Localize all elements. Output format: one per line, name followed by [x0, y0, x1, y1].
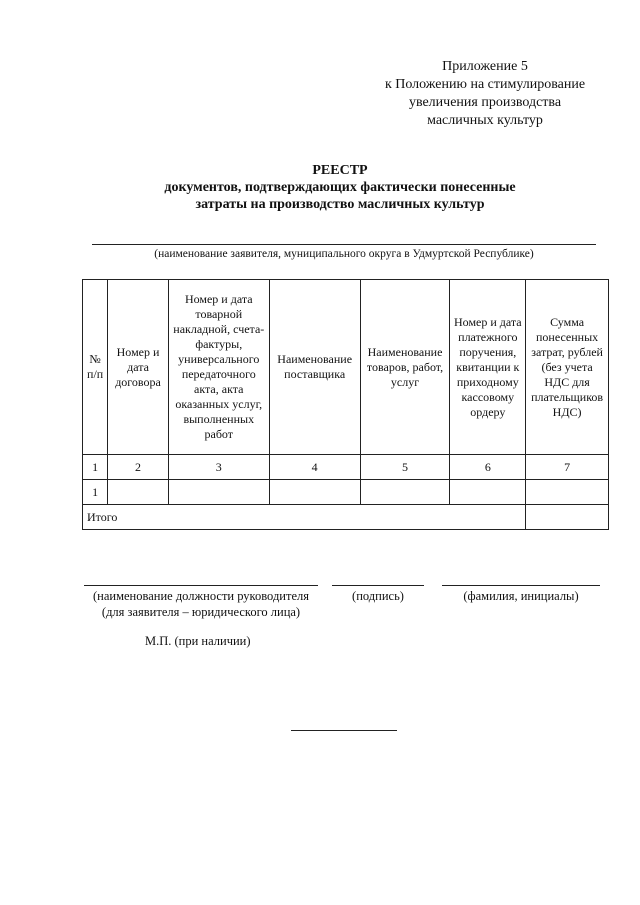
title-line-1: РЕЕСТР — [312, 163, 368, 178]
header-col-5: Наименование товаров, работ, услуг — [360, 280, 450, 455]
column-number-row — [83, 455, 609, 480]
total-label: Итого — [83, 505, 526, 530]
signature-blank-line — [332, 585, 424, 586]
header-col-6: Номер и дата платежного поручения, квитанции к приходному кассовому ордеру — [450, 280, 526, 455]
header-col-4: Наименование поставщика — [269, 280, 360, 455]
table-cell — [360, 480, 450, 505]
total-row — [83, 505, 609, 530]
appendix-line-4: масличных культур — [427, 113, 543, 128]
position-caption-line-1: (наименование должности руководителя — [93, 589, 309, 603]
applicant-blank-line — [92, 244, 596, 245]
position-caption-line-2: (для заявителя – юридического лица) — [101, 605, 301, 619]
document-title — [40, 162, 640, 213]
header-col-7: Сумма понесенных затрат, рублей (без учета НДС для плательщиков НДС) — [526, 280, 609, 455]
col-number-3: 3 — [168, 455, 269, 480]
registry-table — [82, 279, 609, 530]
appendix-line-1: Приложение 5 — [442, 59, 528, 74]
table-cell — [450, 480, 526, 505]
col-number-5: 5 — [360, 455, 450, 480]
table-row — [83, 480, 609, 505]
col-number-2: 2 — [108, 455, 169, 480]
signature-caption: (подпись) — [352, 589, 404, 603]
total-value-cell — [526, 505, 609, 530]
col-number-6: 6 — [450, 455, 526, 480]
end-of-document-line — [291, 730, 397, 731]
col-number-4: 4 — [269, 455, 360, 480]
header-col-3: Номер и дата товарной накладной, счета-фактуры, универсального передаточного акта, акта оказанных услуг, выполненных работ — [168, 280, 269, 455]
title-line-2: документов, подтверждающих фактически понесенные — [164, 180, 516, 195]
table-cell — [269, 480, 360, 505]
col-number-1: 1 — [83, 455, 108, 480]
table-cell — [108, 480, 169, 505]
name-blank-line — [442, 585, 600, 586]
appendix-line-2: к Положению на стимулирование — [384, 77, 586, 92]
row-number: 1 — [83, 480, 108, 505]
appendix-block — [360, 58, 610, 130]
table-cell — [526, 480, 609, 505]
col-number-7: 7 — [526, 455, 609, 480]
stamp-place-label: М.П. (при наличии) — [145, 634, 251, 648]
title-line-3: затраты на производство масличных культур — [195, 197, 485, 212]
appendix-line-3: увеличения производства — [408, 95, 562, 110]
applicant-caption: (наименование заявителя, муниципального округа в Удмуртской Республике) — [154, 248, 534, 260]
header-col-2: Номер и дата договора — [108, 280, 169, 455]
header-col-1: № п/п — [83, 280, 108, 455]
position-blank-line — [84, 585, 318, 586]
position-caption — [70, 588, 332, 620]
table-cell — [168, 480, 269, 505]
name-caption: (фамилия, инициалы) — [463, 589, 579, 603]
table-header-row — [83, 280, 609, 455]
